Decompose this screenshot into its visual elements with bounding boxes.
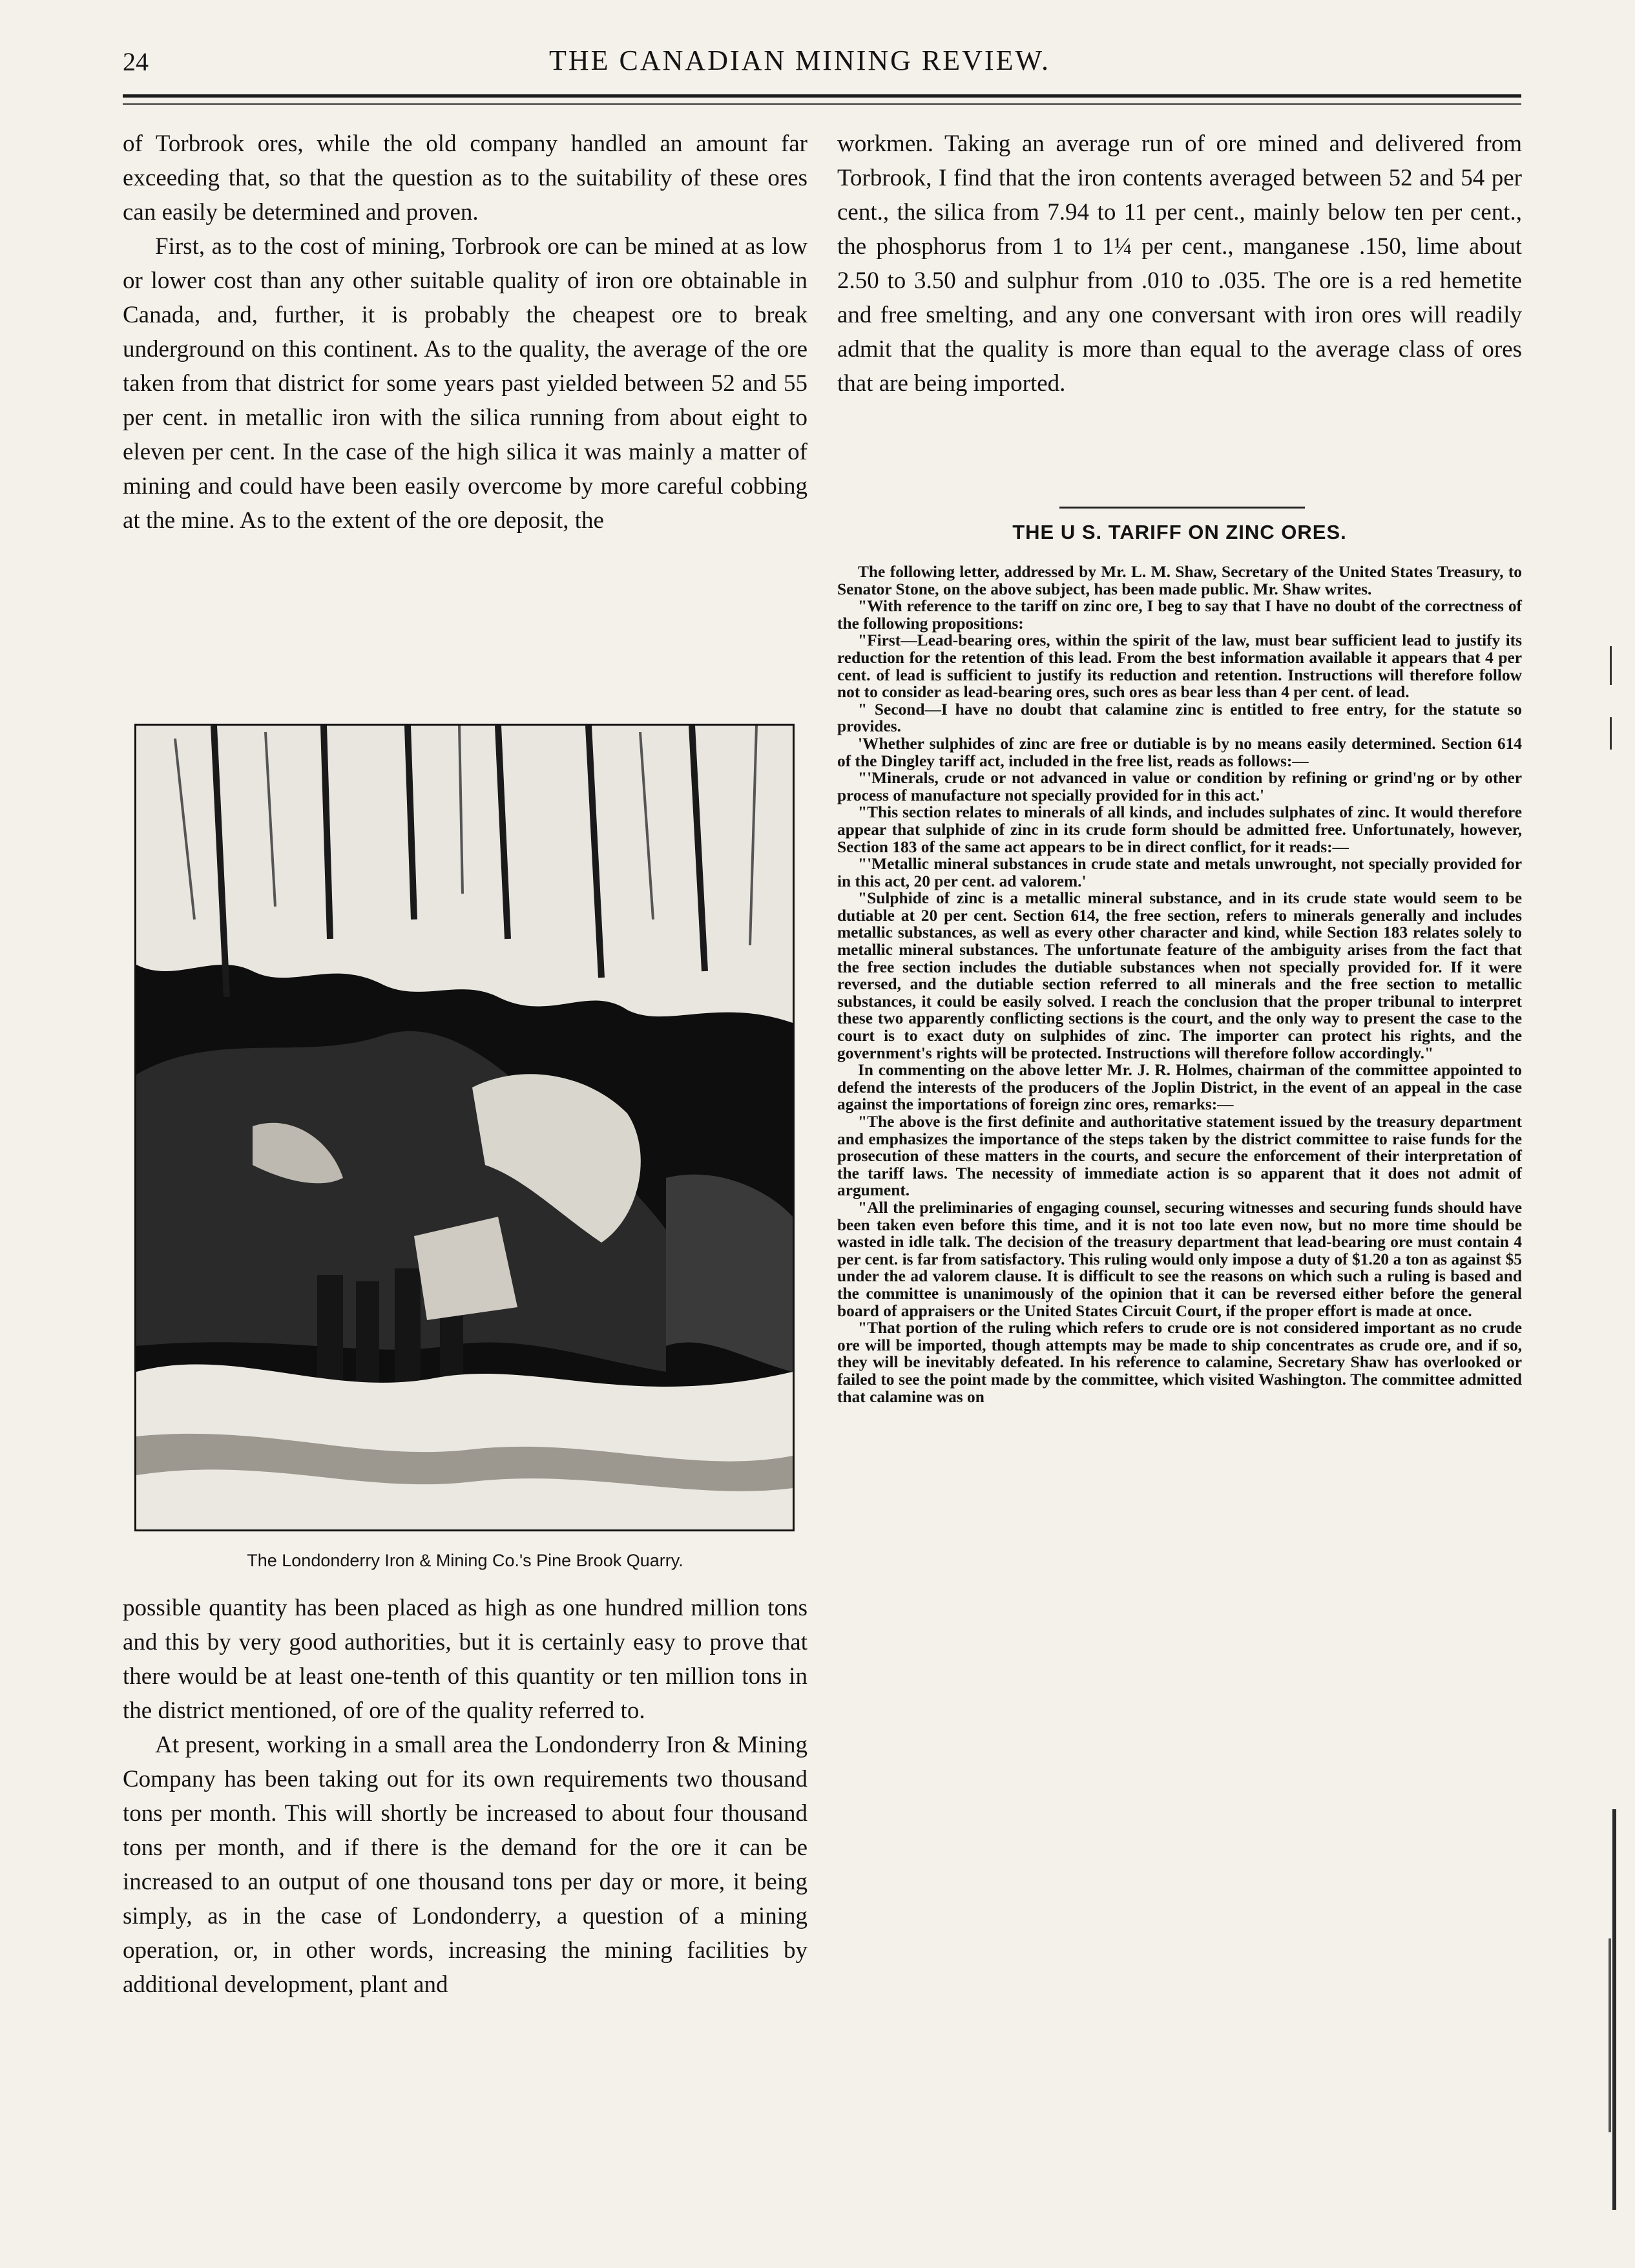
body-paragraph: At present, working in a small area the Londonderry Iron & Mining Company has been taking out for its own requirements two thousand tons per month. This will shortly be increased to about four thousand tons per month, and if there is the demand for the ore it can be increased to an output of one thousand tons per day or more, it being simply, as in the case of Londonderry, a question of a mining operation, or, in other words, increasing the mining facilities by additional development, plant and <box>123 1732 807 1998</box>
article-paragraph: "'Metallic mineral substances in crude state and metals unwrought, not specially provided for in this act, 20 per cent. ad valorem.' <box>837 855 1522 890</box>
running-title: THE CANADIAN MINING REVIEW. <box>549 45 1050 76</box>
right-column-top <box>837 127 1522 401</box>
page-number: 24 <box>123 47 149 76</box>
body-paragraph: workmen. Taking an average run of ore mined and delivered from Torbrook, I find that the iron contents averaged between 52 and 54 per cent., the silica from 7.94 to 11 per cent., mainly below ten per cent., the phosphorus from 1 to 1¼ per cent., manganese .150, lime about 2.50 to 3.50 and sulphur from .010 to .035. The ore is a red hemetite and free smelting, and any one conversant with iron ores will readily admit that the quality is more than equal to the average class of ores that are being imported. <box>837 131 1522 397</box>
scan-edge-illustration <box>1603 646 1623 2210</box>
article-paragraph: "'Minerals, crude or not advanced in value or condition by refining or grind'ng or by other process of manufacture not specially provided for in this act.' <box>837 769 1522 804</box>
left-column-bottom <box>123 1591 807 2002</box>
article-paragraph: "First—Lead-bearing ores, within the spirit of the law, must bear sufficient lead to justify its reduction for the retention of this lead. From the best information available it appears that 4 per cent. of lead is sufficient to justify its reduction and retention. Instructions will therefore follow not to consider as lead-bearing ores, such ores as bear less than 4 per cent. of lead. <box>837 631 1522 702</box>
quarry-photograph <box>134 724 795 1531</box>
body-paragraph: possible quantity has been placed as high as one hundred million tons and this by very good authorities, but it is certainly easy to prove that there would be at least one-tenth of this quantity or ten million tons in the district mentioned, of ore of the quality referred to. <box>123 1595 807 1724</box>
quarry-figure <box>123 724 807 1544</box>
article-paragraph: "With reference to the tariff on zinc ore, I beg to say that I have no doubt of the correctness of the following propositions: <box>837 597 1522 633</box>
figure-caption: The Londonderry Iron & Mining Co.'s Pine Brook Quarry. <box>247 1551 683 1570</box>
article-paragraph: "This section relates to minerals of all kinds, and includes sulphates of zinc. It would therefore appear that sulphide of zinc in its crude form should be admitted free. Unfortunately, however, Section 183 of the same act appears to be in direct conflict, for it reads:— <box>837 803 1522 856</box>
header-rule-thick <box>123 94 1521 98</box>
body-paragraph: of Torbrook ores, while the old company handled an amount far exceeding that, so that the question as to the suitability of these ores can easily be determined and proven. <box>123 131 807 226</box>
section-divider <box>1059 507 1305 509</box>
article-title: THE U S. TARIFF ON ZINC ORES. <box>1012 521 1347 543</box>
header-rule-thin <box>123 103 1521 105</box>
article-body <box>837 563 1522 1405</box>
article-paragraph: "That portion of the ruling which refers to crude ore is not considered important as no crude ore will be imported, though attempts may be made to ship concentrates as crude ore, and if so, they will be inevitably defeated. In his reference to calamine, Secretary Shaw has overlooked or failed to see the point made by the committee, which visited Washington. The committee admitted that calamine was on <box>837 1319 1522 1406</box>
article-paragraph: 'Whether sulphides of zinc are free or dutiable is by no means easily determined. Section 614 of the Dingley tariff act, included in the free list, reads as follows:— <box>837 734 1522 770</box>
article-paragraph: "Sulphide of zinc is a metallic mineral substance, and in its crude state would seem to be dutiable at 20 per cent. Section 614, the free section, refers to minerals generally and includes metallic substances, as well as every other character and kind, while Section 183 relates solely to metallic mineral substances. The unfortunate feature of the ambiguity arises from the fact that the free section includes the dutiable substances when not specially provided for. If it were reversed, and the dutiable section referred to all minerals and the free section to metallic substances, it could be easily solved. I reach the conclusion that the proper tribunal to interpret these two apparently conflicting sections is the court, and the only way to present the case to the court is to exact duty on sulphides of zinc. The importer can protect his rights, and the government's rights will be protected. Instructions will therefore follow accordingly." <box>837 889 1522 1062</box>
article-paragraph: In commenting on the above letter Mr. J. R. Holmes, chairman of the committee appointed to defend the interests of the producers of the Joplin District, in the event of an appeal in the case against the importations of foreign zinc ores, remarks:— <box>837 1061 1522 1114</box>
left-column-top <box>123 127 807 538</box>
body-paragraph: First, as to the cost of mining, Torbrook ore can be mined at as low or lower cost than any other suitable quality of iron ore obtainable in Canada, and, further, it is probably the cheapest ore to break underground on this continent. As to the quality, the average of the ore taken from that district for some years past yielded between 52 and 55 per cent. in metallic iron with the silica running from about eight to eleven per cent. In the case of the high silica it was mainly a matter of mining and could have been easily overcome by more careful cobbing at the mine. As to the extent of the ore deposit, the <box>123 233 807 534</box>
article-paragraph: " Second—I have no doubt that calamine zinc is entitled to free entry, for the statute so provides. <box>837 700 1522 736</box>
article-paragraph: "The above is the first definite and authoritative statement issued by the treasury department and emphasizes the importance of the steps taken by the district committee to raise funds for the prosecution of these matters in the courts, and secure the enforcement of their interpretation of the tariff laws. The necessity of immediate action is so apparent that it does not admit of argument. <box>837 1113 1522 1200</box>
page-header <box>123 40 1544 85</box>
quarry-photo-illustration <box>136 726 793 1529</box>
article-paragraph: The following letter, addressed by Mr. L. M. Shaw, Secretary of the United States Treasury, to Senator Stone, on the above subject, has been made public. Mr. Shaw writes. <box>837 563 1522 598</box>
article-paragraph: "All the preliminaries of engaging counsel, securing witnesses and securing funds should have been taken even before this time, and it is not too late even now, but no more time should be wasted in idle talk. The decision of the treasury department that lead-bearing ore must contain 4 per cent. is far from satisfactory. This ruling would only impose a duty of $1.20 a ton as against $5 under the ad valorem clause. It is difficult to see the reasons on which such a ruling is based and the committee is unanimously of the opinion that it can be reversed either before the general board of appraisers or the United States Circuit Court, if the proper effort is made at once. <box>837 1198 1522 1320</box>
scan-edge-marks <box>1603 646 1623 2210</box>
